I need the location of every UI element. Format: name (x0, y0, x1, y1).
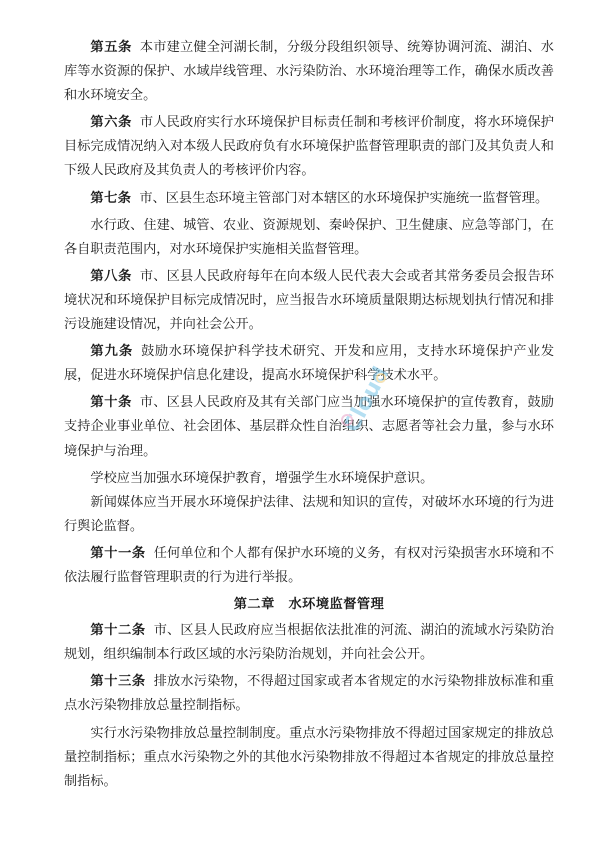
article-8 (64, 265, 554, 337)
article-7 (64, 187, 554, 211)
article-number: 第十二条 (90, 623, 146, 639)
article-13-paragraph-2: 实行水污染物排放总量控制制度。重点水污染物排放不得超过国家规定的排放总量控制指标；重点水污染物之外的其他水污染物排放不得超过本省规定的排放总量控制指标。 (64, 725, 554, 789)
article-number: 第八条 (90, 268, 132, 284)
article-number: 第五条 (90, 40, 132, 55)
article-6 (64, 111, 554, 183)
article-13 (64, 670, 554, 718)
article-number: 第十一条 (90, 545, 146, 561)
article-text: 市、区县人民政府及其有关部门应当加强水环境保护的宣传教育，鼓励支持企业事业单位、社会团体、基层群众性自治组织、志愿者等社会力量，参与水环境保护与治理。 (64, 395, 554, 459)
article-10-paragraph-2: 学校应当加强水环境保护教育，增强学生水环境保护意识。 (90, 470, 434, 486)
article-10 (64, 391, 554, 463)
article-number: 第十条 (90, 395, 132, 411)
watermark-text: Cloud (339, 362, 395, 437)
article-number: 第六条 (90, 115, 132, 131)
article-text: 任何单位和个人都有保护水环境的义务，有权对污染损害水环境和不依法履行监督管理职责的行为进行举报。 (64, 545, 555, 585)
article-10-paragraph-3: 新闻媒体应当开展水环境保护法律、法规和知识的宣传，对破坏水环境的行为进行舆论监督。 (64, 494, 554, 534)
article-12 (64, 619, 554, 667)
article-number: 第七条 (90, 190, 132, 206)
article-7-paragraph-2: 水行政、住建、城管、农业、资源规划、秦岭保护、卫生健康、应急等部门，在各自职责范围内，对水环境保护实施相关监督管理。 (64, 217, 554, 257)
article-11 (64, 542, 554, 590)
article-text: 市人民政府实行水环境保护目标责任制和考核评价制度，将水环境保护目标完成情况纳入对本级人民政府负有水环境保护监督管理职责的部门及其负责人和下级人民政府及其负责人的考核评价内容。 (64, 115, 554, 179)
article-text: 市、区县生态环境主管部门对本辖区的水环境保护实施统一监督管理。 (139, 190, 549, 206)
article-number: 第十三条 (90, 674, 146, 690)
article-number: 第九条 (90, 344, 134, 360)
article-text: 市、区县人民政府每年在向本级人民代表大会或者其常务委员会报告环境状况和环境保护目标完成情况时，应当报告水环境质量限期达标规划执行情况和排污设施建设情况，并向社会公开。 (64, 268, 554, 333)
article-text: 市、区县人民政府应当根据依法批准的河流、湖泊的流域水污染防治规划，组织编制本行政区域的水污染防治规划，并向社会公开。 (64, 623, 555, 663)
article-text: 排放水污染物，不得超过国家或者本省规定的水污染物排放标准和重点水污染物排放总量控制指标。 (64, 674, 555, 714)
article-text: 鼓励水环境保护科学技术研究、开发和应用，支持水环境保护产业发展，促进水环境保护信息化建设，提高水环境保护科学技术水平。 (64, 344, 555, 384)
article-text: 本市建立健全河湖长制，分级分段组织领导、统筹协调河流、湖泊、水库等水资源的保护、水域岸线管理、水污染防治、水环境治理等工作，确保水质改善和水环境安全。 (64, 40, 554, 104)
article-5 (64, 36, 554, 108)
document-body (64, 36, 554, 794)
chapter-title: 第二章 水环境监督管理 (233, 597, 385, 613)
article-9 (64, 340, 554, 388)
